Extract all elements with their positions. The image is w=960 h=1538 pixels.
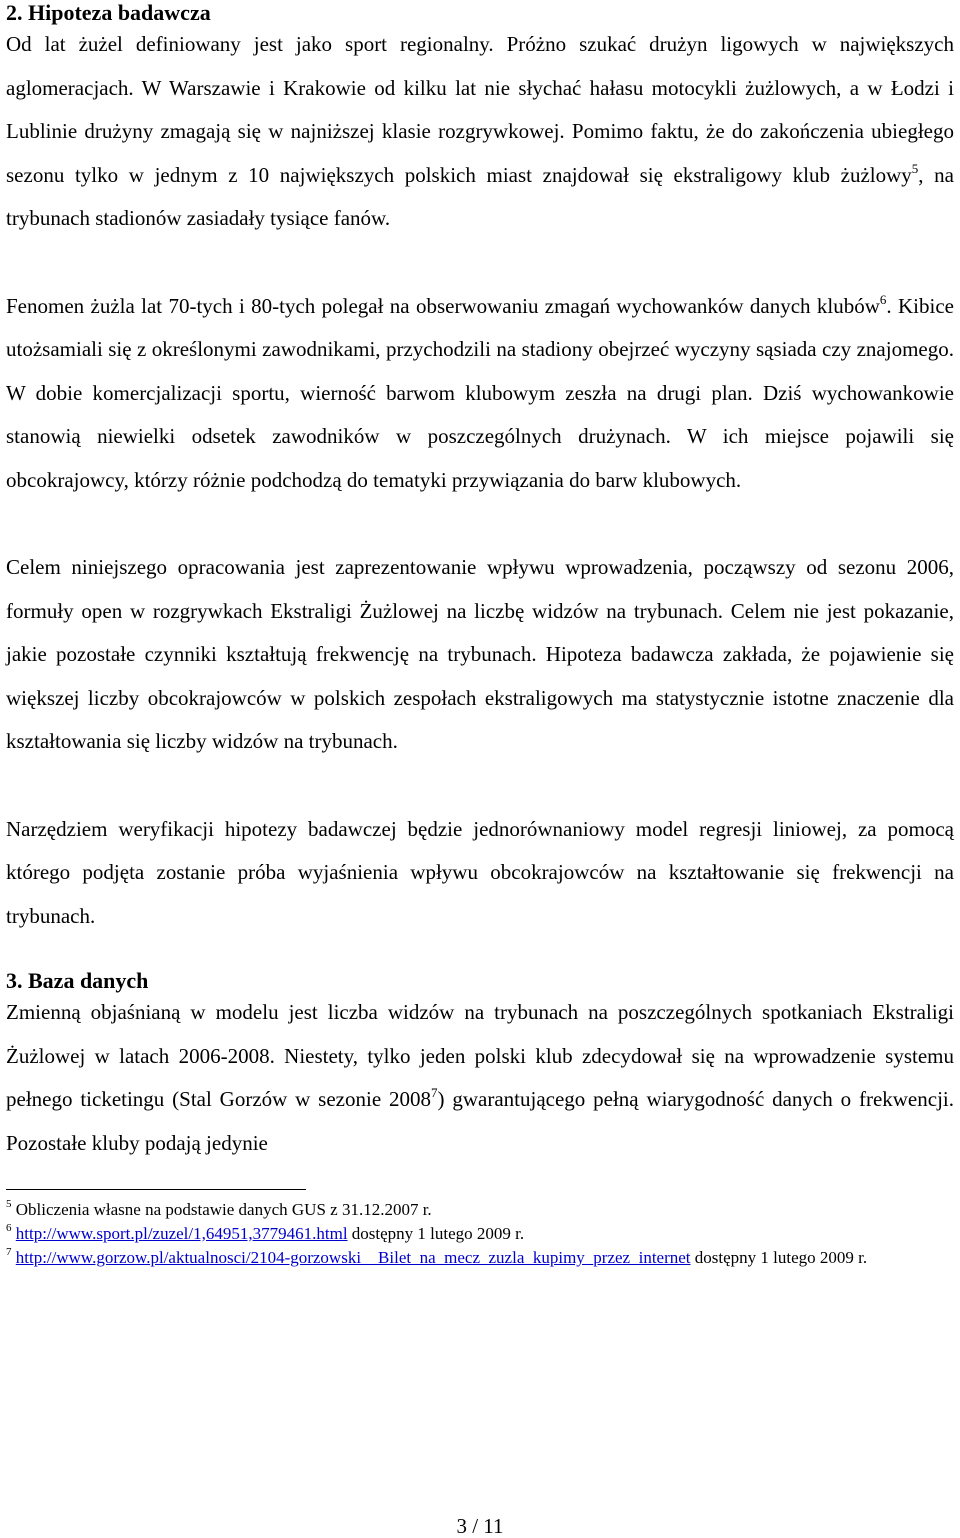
paragraph-method: Narzędziem weryfikacji hipotezy badawczej będzie jednorównaniowy model regresji liniowej, za pomocą którego podjęta zostanie próba wyjaśnienia wpływu obcokrajowców na kształtowanie się frekwencji na trybunach. bbox=[6, 816, 954, 928]
footnote-ref-6[interactable]: 6 bbox=[879, 291, 887, 307]
paragraph-phenomenon: Fenomen żużla lat 70-tych i 80-tych polegał na obserwowaniu zmagań wychowanków danych klubów$^6$. Kibice utożsamiali się z określonymi zawodnikami, przychodzili na stadiony obejrzeć wyczyny sąsiada czy znajomego. W dobie komercjalizacji sportu, wierność barwom klubowym zeszła na drugi plan. Dziś wychowankowie stanowią niewielki odsetek zawodników w poszczególnych drużynach. W ich miejsce pojawili się obcokrajowcy, którzy różnie podchodzą do tematyki przywiązania do barw klubowych. bbox=[6, 291, 954, 492]
paragraph-dependent-variable: Zmienną objaśnianą w modelu jest liczba widzów na trybunach na poszczególnych spotkaniach Ekstraligi Żużlowej w latach 2006-2008. Niestety, tylko jeden polski klub zdecydował się na wprowadzenie systemu pełnego ticketingu (Stal Gorzów w sezonie 2008$^7$) gwarantującego pełną wiarygodność danych o frekwencji. Pozostałe kluby podają jedynie bbox=[6, 1000, 954, 1155]
footnote-separator bbox=[6, 1189, 306, 1190]
footnote-7: $^7$ http://www.gorzow.pl/aktualnosci/2104-gorzowski__Bilet_na_mecz_zuzla_kupimy_przez_internet dostępny 1 lutego 2009 r. bbox=[6, 1246, 868, 1267]
footnote-ref-5[interactable]: 5 bbox=[911, 160, 919, 176]
footnotes bbox=[6, 1198, 954, 1270]
page-number: 3 / 11 bbox=[456, 1514, 504, 1538]
footnote-6: $^6$ http://www.sport.pl/zuzel/1,64951,3779461.html dostępny 1 lutego 2009 r. bbox=[6, 1222, 525, 1243]
footnote-ref-7[interactable]: 7 bbox=[431, 1085, 438, 1100]
document-page bbox=[6, 0, 954, 1270]
footnote-7-link[interactable]: http://www.gorzow.pl/aktualnosci/2104-gorzowski__Bilet_na_mecz_zuzla_kupimy_przez_internet bbox=[15, 1248, 691, 1267]
footnote-6-link[interactable]: http://www.sport.pl/zuzel/1,64951,3779461.html bbox=[15, 1224, 348, 1243]
footnote-5: $^5$ Obliczenia własne na podstawie danych GUS z 31.12.2007 r. bbox=[6, 1198, 432, 1219]
section-heading-hypothesis: 2. Hipoteza badawcza bbox=[6, 0, 211, 25]
paragraph-goal: Celem niniejszego opracowania jest zaprezentowanie wpływu wprowadzenia, począwszy od sezonu 2006, formuły open w rozgrywkach Ekstraligi Żużlowej na liczbę widzów na trybunach. Celem nie jest pokazanie, jakie pozostałe czynniki kształtują frekwencję na trybunach. Hipoteza badawcza zakłada, że pojawienie się większej liczby obcokrajowców w polskich zespołach ekstraligowych ma statystycznie istotne znaczenie dla kształtowania się liczby widzów na trybunach. bbox=[6, 555, 954, 753]
section-heading-database: 3. Baza danych bbox=[6, 968, 149, 993]
paragraph-regional-sport: Od lat żużel definiowany jest jako sport regionalny. Próżno szukać drużyn ligowych w największych aglomeracjach. W Warszawie i Krakowie od kilku lat nie słychać hałasu motocykli żużlowych, a w Łodzi i Lublinie drużyny zmagają się w najniższej klasie rozgrywkowej. Pomimo faktu, że do zakończenia ubiegłego sezonu tylko w jednym z 10 największych polskich miast znajdował się ekstraligowy klub żużlowy$^5$, na trybunach stadionów zasiadały tysiące fanów. bbox=[6, 32, 955, 230]
